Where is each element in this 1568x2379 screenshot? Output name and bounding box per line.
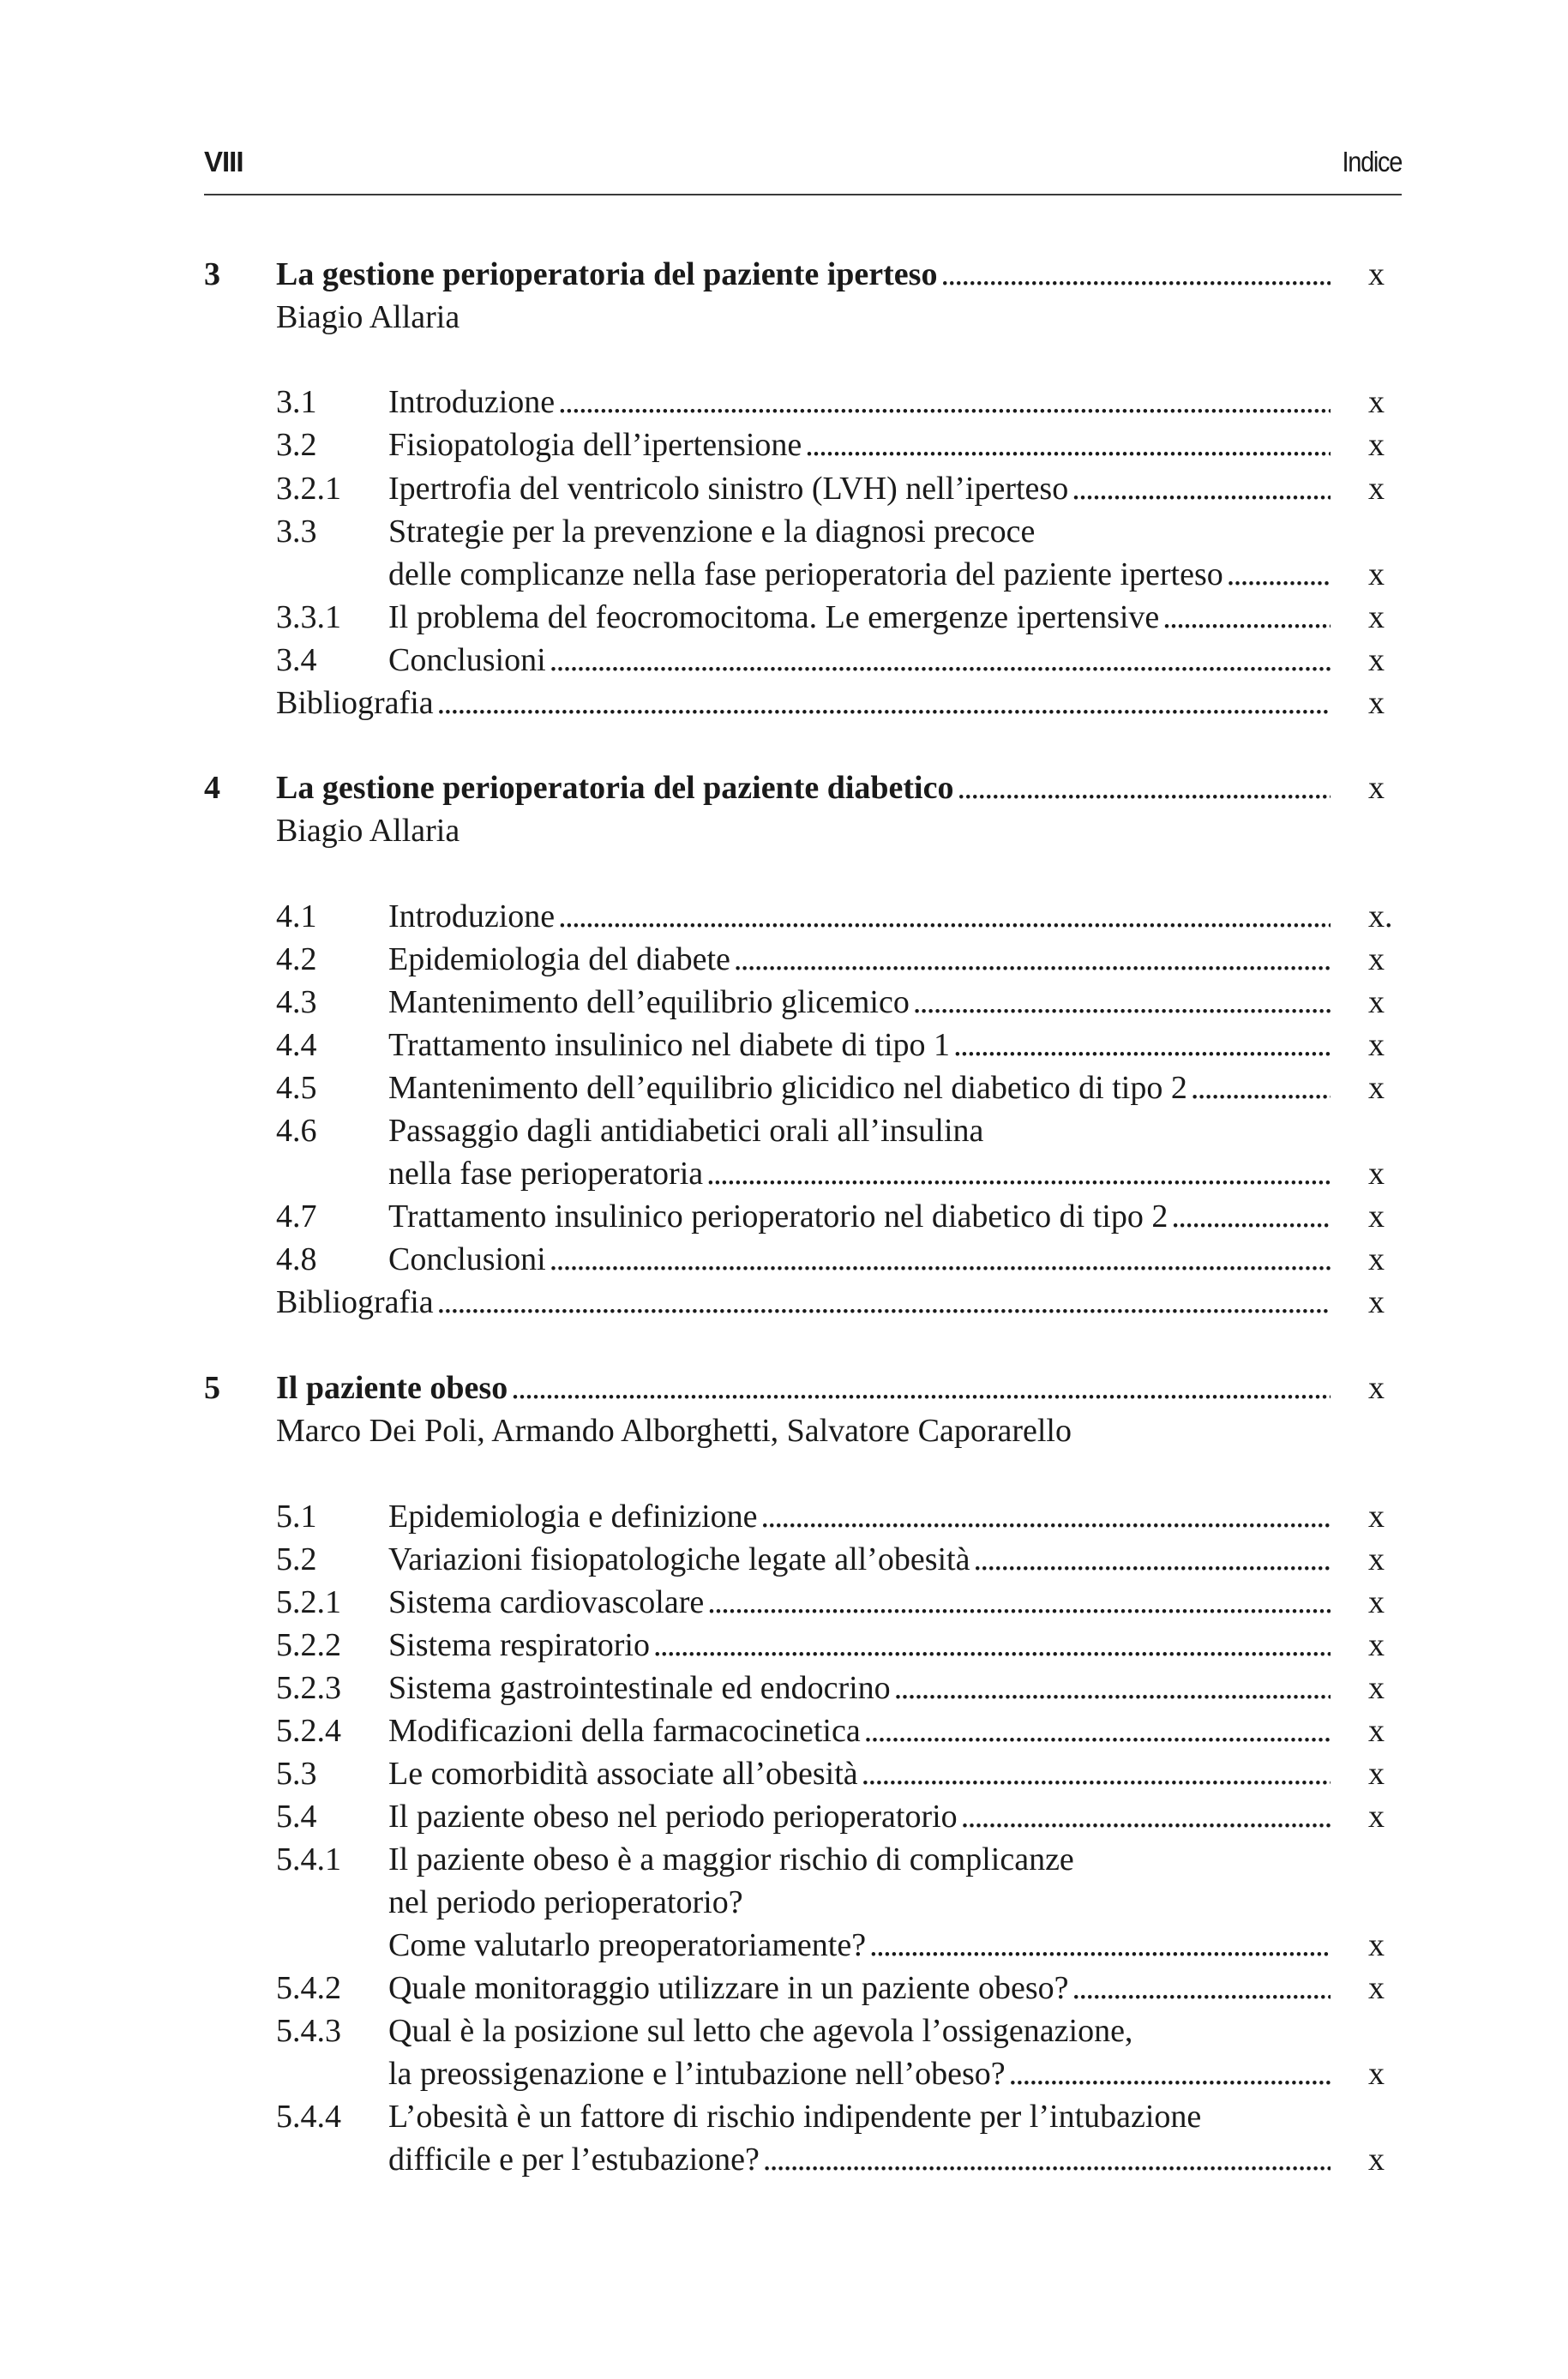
page-ref: x — [1368, 1241, 1385, 1277]
toc-section-row — [0, 1109, 1568, 1152]
page-ref: x — [1368, 1499, 1385, 1535]
section-number: 5.2.2 — [276, 1627, 341, 1663]
toc-section-row — [0, 596, 1568, 639]
chapter-authors: Biagio Allaria — [276, 299, 460, 335]
section-title: Le comorbidità associate all’obesità . . . — [388, 1756, 1331, 1792]
section-title: Passaggio dagli antidiabetici orali all’insulina — [388, 1113, 984, 1149]
toc-section-row — [0, 1795, 1568, 1838]
bibliography-label: Bibliografia . . . — [276, 685, 1331, 721]
section-number: 5.2 — [276, 1541, 317, 1577]
toc-section-row — [0, 1581, 1568, 1624]
section-number: 4.6 — [276, 1113, 317, 1149]
section-title: Trattamento insulinico perioperatorio nel diabetico di tipo 2 . . . — [388, 1199, 1331, 1235]
section-title: Il paziente obeso nel periodo perioperatorio . . . — [388, 1799, 1331, 1835]
toc-section-row — [0, 1066, 1568, 1109]
page-ref: x — [1368, 256, 1385, 292]
toc-section-row — [0, 381, 1568, 424]
page-ref: x — [1368, 1670, 1385, 1706]
section-title: Trattamento insulinico nel diabete di tipo 1 . . . — [388, 1027, 1331, 1063]
toc-section-row — [0, 1667, 1568, 1709]
section-title: Variazioni fisiopatologiche legate all’obesità . . . — [388, 1541, 1331, 1577]
toc-author-row — [0, 1409, 1568, 1452]
section-number: 3.2 — [276, 427, 317, 463]
toc-author-row — [0, 296, 1568, 339]
section-number: 3.3 — [276, 514, 317, 550]
toc-section-row — [0, 2095, 1568, 2138]
section-title: Ipertrofia del ventricolo sinistro (LVH) nell’iperteso . . . — [388, 471, 1331, 507]
chapter-number: 4 — [204, 770, 220, 806]
toc-chapter-row — [0, 766, 1568, 809]
chapter-title: Il paziente obeso . . . — [276, 1370, 1331, 1406]
section-number: 5.4.1 — [276, 1841, 341, 1877]
section-title: Qual è la posizione sul letto che agevola l’ossigenazione, — [388, 2013, 1133, 2049]
toc-section-row — [0, 2052, 1568, 2095]
toc-author-row — [0, 809, 1568, 852]
section-number: 3.2.1 — [276, 471, 341, 507]
section-title: Sistema respiratorio . . . — [388, 1627, 1331, 1663]
running-title: Indice — [1342, 146, 1402, 177]
page-ref: x — [1368, 599, 1385, 635]
page-ref: x — [1368, 1756, 1385, 1792]
section-number: 4.7 — [276, 1199, 317, 1235]
section-title: Introduzione . . . — [388, 384, 1331, 420]
toc-bibliography-row — [0, 1281, 1568, 1324]
chapter-number: 3 — [204, 256, 220, 292]
toc-section-row — [0, 1195, 1568, 1238]
toc-section-row — [0, 639, 1568, 682]
section-title: Il paziente obeso è a maggior rischio di complicanze — [388, 1841, 1074, 1877]
page-ref: x. — [1368, 898, 1393, 934]
toc-section-row — [0, 1881, 1568, 1924]
section-number: 5.2.3 — [276, 1670, 341, 1706]
section-number: 3.1 — [276, 384, 317, 420]
page-ref: x — [1368, 384, 1385, 420]
toc-section-row — [0, 510, 1568, 553]
toc-section-row — [0, 1924, 1568, 1967]
toc-section-row — [0, 938, 1568, 981]
section-title: delle complicanze nella fase perioperatoria del paziente iperteso . . . — [388, 556, 1331, 592]
page-ref: x — [1368, 685, 1385, 721]
toc-section-row — [0, 424, 1568, 466]
section-number: 5.4.3 — [276, 2013, 341, 2049]
chapter-authors: Biagio Allaria — [276, 813, 460, 849]
section-number: 4.4 — [276, 1027, 317, 1063]
page-ref: x — [1368, 1027, 1385, 1063]
chapter-title: La gestione perioperatoria del paziente diabetico . . . — [276, 770, 1331, 806]
page-ref: x — [1368, 1927, 1385, 1963]
page-ref: x — [1368, 556, 1385, 592]
toc-section-row — [0, 1538, 1568, 1581]
toc-section-row — [0, 1709, 1568, 1752]
section-title: Modificazioni della farmacocinetica . . . — [388, 1713, 1331, 1749]
chapter-title: La gestione perioperatoria del paziente iperteso . . . — [276, 256, 1331, 292]
section-title: Sistema gastrointestinale ed endocrino . . . — [388, 1670, 1331, 1706]
toc-section-row — [0, 981, 1568, 1024]
section-number: 4.5 — [276, 1070, 317, 1106]
toc-section-row — [0, 2138, 1568, 2181]
section-title: nel periodo perioperatorio? — [388, 1884, 743, 1920]
section-title: difficile e per l’estubazione? . . . — [388, 2142, 1331, 2178]
section-title: Il problema del feocromocitoma. Le emergenze ipertensive . . . — [388, 599, 1331, 635]
page-ref: x — [1368, 1541, 1385, 1577]
page-ref: x — [1368, 471, 1385, 507]
section-number: 5.4 — [276, 1799, 317, 1835]
section-number: 4.8 — [276, 1241, 317, 1277]
section-title: Introduzione . . . — [388, 898, 1331, 934]
section-number: 4.2 — [276, 941, 317, 977]
page-ref: x — [1368, 2142, 1385, 2178]
page-ref: x — [1368, 427, 1385, 463]
toc-section-row — [0, 467, 1568, 510]
section-number: 5.4.2 — [276, 1970, 341, 2006]
page-ref: x — [1368, 1970, 1385, 2006]
page-number: VIII — [204, 146, 243, 177]
section-title: nella fase perioperatoria . . . — [388, 1156, 1331, 1192]
section-title: Conclusioni . . . — [388, 642, 1331, 678]
section-number: 5.4.4 — [276, 2099, 341, 2135]
toc-chapter-row — [0, 1367, 1568, 1409]
section-number: 5.3 — [276, 1756, 317, 1792]
chapter-number: 5 — [204, 1370, 220, 1406]
bibliography-label: Bibliografia . . . — [276, 1284, 1331, 1320]
section-number: 5.2.4 — [276, 1713, 341, 1749]
toc-bibliography-row — [0, 682, 1568, 724]
section-title: Strategie per la prevenzione e la diagnosi precoce — [388, 514, 1036, 550]
toc-section-row — [0, 895, 1568, 938]
toc-chapter-row — [0, 253, 1568, 296]
toc-section-row — [0, 1152, 1568, 1195]
section-number: 4.3 — [276, 984, 317, 1020]
section-title: la preossigenazione e l’intubazione nell’obeso? . . . — [388, 2056, 1331, 2092]
toc-section-row — [0, 2010, 1568, 2052]
section-number: 4.1 — [276, 898, 317, 934]
section-title: Epidemiologia e definizione . . . — [388, 1499, 1331, 1535]
page-ref: x — [1368, 1070, 1385, 1106]
page-ref: x — [1368, 1799, 1385, 1835]
toc-section-row — [0, 1967, 1568, 2010]
page-ref: x — [1368, 1627, 1385, 1663]
section-title: L’obesità è un fattore di rischio indipendente per l’intubazione — [388, 2099, 1202, 2135]
section-number: 3.4 — [276, 642, 317, 678]
chapter-authors: Marco Dei Poli, Armando Alborghetti, Salvatore Caporarello — [276, 1413, 1072, 1449]
section-title: Mantenimento dell’equilibrio glicidico nel diabetico di tipo 2 . . . — [388, 1070, 1331, 1106]
page-ref: x — [1368, 1713, 1385, 1749]
page-ref: x — [1368, 2056, 1385, 2092]
toc-section-row — [0, 1838, 1568, 1881]
section-title: Fisiopatologia dell’ipertensione . . . — [388, 427, 1331, 463]
toc-section-row — [0, 1024, 1568, 1066]
toc-section-row — [0, 1495, 1568, 1538]
page-ref: x — [1368, 770, 1385, 806]
page-ref: x — [1368, 1284, 1385, 1320]
toc-section-row — [0, 1624, 1568, 1667]
section-title: Mantenimento dell’equilibrio glicemico . . . — [388, 984, 1331, 1020]
section-title: Come valutarlo preoperatoriamente? . . . — [388, 1927, 1331, 1963]
toc-section-row — [0, 1752, 1568, 1795]
toc-section-row — [0, 553, 1568, 596]
page-ref: x — [1368, 1370, 1385, 1406]
toc-section-row — [0, 1238, 1568, 1281]
section-title: Quale monitoraggio utilizzare in un paziente obeso? . . . — [388, 1970, 1331, 2006]
page-ref: x — [1368, 642, 1385, 678]
section-title: Epidemiologia del diabete . . . — [388, 941, 1331, 977]
section-number: 5.1 — [276, 1499, 317, 1535]
page-ref: x — [1368, 1156, 1385, 1192]
page-ref: x — [1368, 1584, 1385, 1620]
page-ref: x — [1368, 984, 1385, 1020]
section-title: Sistema cardiovascolare . . . — [388, 1584, 1331, 1620]
page-ref: x — [1368, 1199, 1385, 1235]
page-ref: x — [1368, 941, 1385, 977]
section-number: 5.2.1 — [276, 1584, 341, 1620]
section-title: Conclusioni . . . — [388, 1241, 1331, 1277]
section-number: 3.3.1 — [276, 599, 341, 635]
